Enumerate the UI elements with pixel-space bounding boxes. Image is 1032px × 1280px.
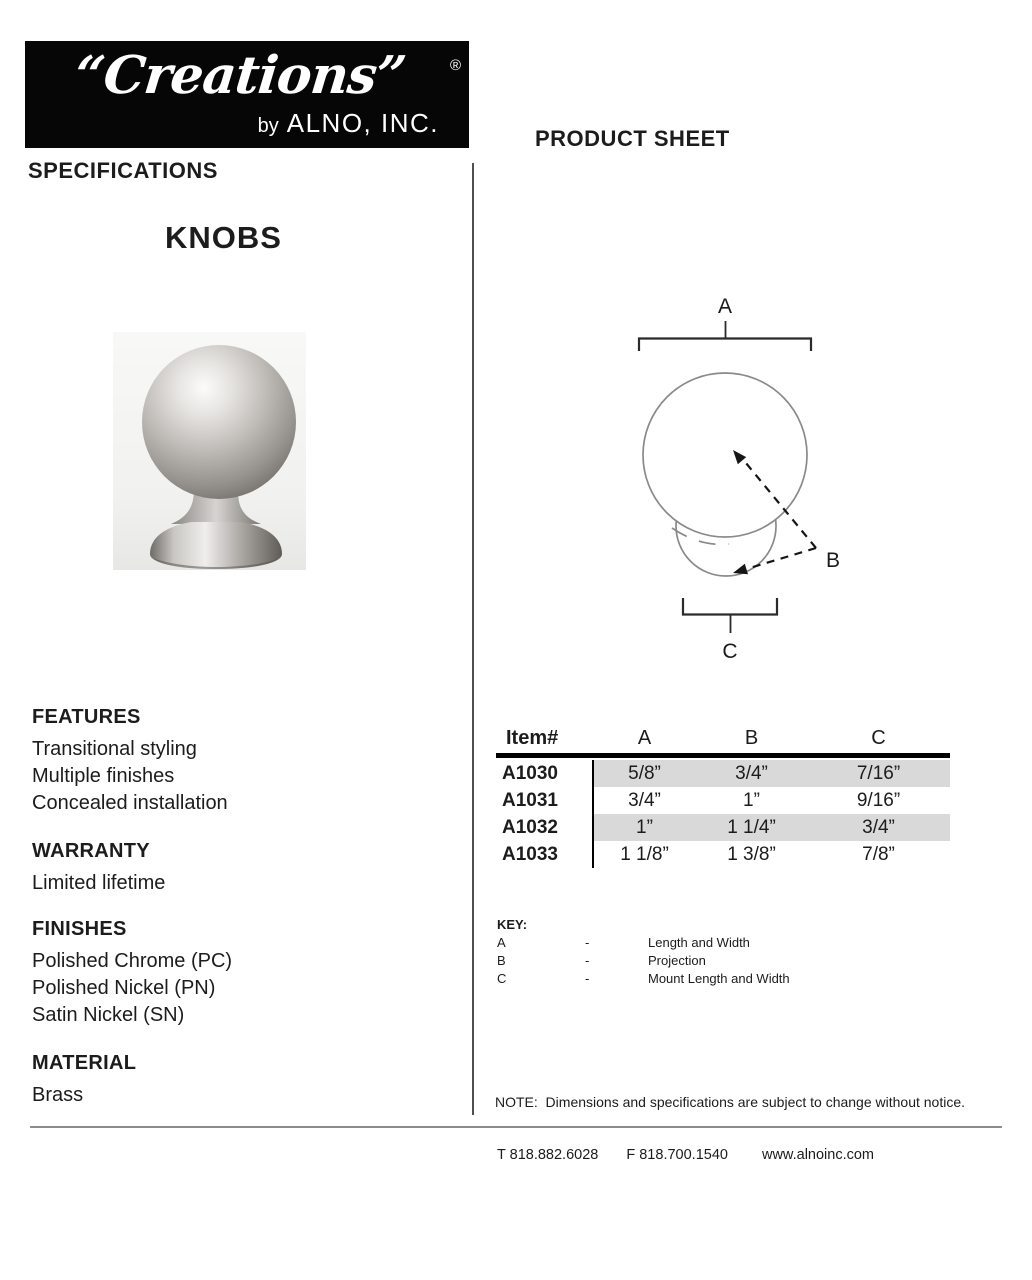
finish-item: Polished Chrome (PC) <box>32 950 233 972</box>
dim-c-value: 9/16” <box>856 789 901 811</box>
dim-c-value: 7/8” <box>862 843 895 865</box>
finish-item: Satin Nickel (SN) <box>32 1004 185 1026</box>
table-body <box>496 758 950 868</box>
contact-footer <box>497 1147 874 1163</box>
finishes-title: FINISHES <box>32 918 127 940</box>
dimension-diagram-svg <box>560 280 940 680</box>
material-section <box>32 1050 452 1109</box>
company-name: ALNO, INC. <box>286 108 439 138</box>
item-number: A1032 <box>496 817 593 839</box>
knob-sphere-outline <box>643 373 807 537</box>
dimension-diagram <box>560 280 940 685</box>
dimensions-table <box>496 727 950 868</box>
key-separator: - <box>585 971 590 986</box>
dim-label-a: A <box>717 295 733 318</box>
registered-trademark-symbol: ® <box>449 57 461 74</box>
column-divider-line <box>472 163 474 1115</box>
warranty-section <box>32 838 452 897</box>
col-header-item: Item# <box>506 727 559 749</box>
arrowhead <box>733 564 748 575</box>
dim-label-b: B <box>826 549 841 572</box>
features-section <box>32 704 452 817</box>
table-row <box>496 814 950 841</box>
item-number: A1031 <box>496 790 593 812</box>
key-row <box>497 934 917 952</box>
dim-c-value: 7/16” <box>856 762 901 784</box>
feature-item: Multiple finishes <box>32 765 175 787</box>
key-row <box>497 952 917 970</box>
website-url: www.alnoinc.com <box>761 1147 874 1163</box>
product-sheet-heading: PRODUCT SHEET <box>535 126 730 151</box>
dim-c-value: 3/4” <box>862 816 895 838</box>
feature-item: Transitional styling <box>32 738 197 760</box>
specifications-heading: SPECIFICATIONS <box>28 158 218 183</box>
finishes-section <box>32 916 452 1029</box>
dim-a-value: 3/4” <box>628 789 661 811</box>
dim-label-c: C <box>722 640 738 663</box>
key-description: Projection <box>648 953 706 968</box>
warranty-title: WARRANTY <box>32 840 150 862</box>
col-header-a: A <box>637 727 652 749</box>
byline-by: by <box>257 115 279 137</box>
finish-item: Polished Nickel (PN) <box>32 977 216 999</box>
phone-number: T 818.882.6028 <box>497 1147 599 1163</box>
footer-divider-line <box>30 1126 1002 1128</box>
item-number: A1030 <box>496 763 593 785</box>
table-row <box>496 760 950 787</box>
projection-arrow-line <box>747 548 816 569</box>
material-item: Brass <box>32 1084 84 1106</box>
features-title: FEATURES <box>32 706 141 728</box>
disclaimer-note: NOTE: Dimensions and specifications are subject to change without notice. <box>495 1094 966 1110</box>
brand-name: “Creations” <box>71 45 409 106</box>
dim-a-value: 1” <box>636 816 653 838</box>
key-separator: - <box>585 935 590 950</box>
table-row <box>496 787 950 814</box>
item-number: A1033 <box>496 844 593 866</box>
category-title: KNOBS <box>165 220 282 255</box>
dim-b-value: 1 3/8” <box>727 843 776 865</box>
key-description: Mount Length and Width <box>648 971 790 986</box>
col-header-c: C <box>871 727 886 749</box>
key-title: KEY: <box>497 917 528 932</box>
feature-item: Concealed installation <box>32 792 228 814</box>
key-description: Length and Width <box>648 935 750 950</box>
dim-a-value: 1 1/8” <box>620 843 669 865</box>
fax-number: F 818.700.1540 <box>626 1147 728 1163</box>
warranty-item: Limited lifetime <box>32 872 166 894</box>
creations-logo <box>25 41 469 148</box>
col-header-b: B <box>744 727 759 749</box>
key-code: A <box>497 935 506 950</box>
dim-b-value: 3/4” <box>735 762 768 784</box>
key-separator: - <box>585 953 590 968</box>
dim-b-value: 1” <box>743 789 760 811</box>
material-title: MATERIAL <box>32 1052 137 1074</box>
key-row <box>497 970 917 988</box>
table-row <box>496 841 950 868</box>
key-legend <box>497 915 917 988</box>
key-code: B <box>497 953 506 968</box>
key-code: C <box>497 971 507 986</box>
dim-b-value: 1 1/4” <box>727 816 776 838</box>
logo-byline <box>258 108 439 139</box>
table-column-divider <box>592 760 594 868</box>
table-header-row <box>496 727 950 753</box>
dim-a-value: 5/8” <box>628 762 661 784</box>
knob-product-photo <box>113 332 306 570</box>
knob-photo-rendering <box>113 332 306 570</box>
